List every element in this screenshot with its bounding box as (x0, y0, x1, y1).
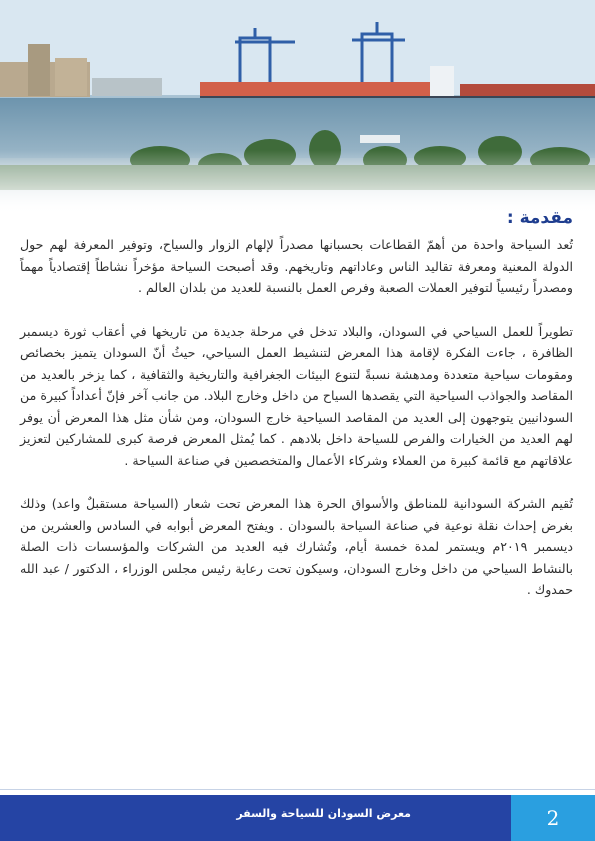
footer-title: معرض السودان للسياحة والسفر (236, 807, 411, 820)
hero-port-photo (0, 0, 595, 215)
paragraph-tourism-importance: تُعد السياحة واحدة من أهمّ القطاعات بحسبانها مصدراً لإلهام الزوار والسياح، وتوفير المعرفة لهم حول الدولة المعنية ومعرفة تقاليد الناس وعاداتهم وتاريخهم. وقد أصبحت السياحة مؤخراً نشاطاً إقتصادياً مهماً ومصدراً رئيسياً لتوفير العملات الصعبة وفرص العمل بالنسبة للعديد من بلدان العالم . (20, 237, 573, 295)
footer-band (0, 795, 511, 841)
section-heading: مقدمة : (506, 208, 573, 228)
paragraph-exhibition-details: تُقيم الشركة السودانية للمناطق والأسواق الحرة هذا المعرض تحت شعار (السياحة مستقبلٌ واعد) وذلك بغرض إحداث نقلة نوعية في صناعة السياحة بالسودان . ويفتح المعرض أبوابه في السادس والعشرين من ديسمبر ٢٠١٩م ويستمر لمدة خمسة أيام، وتُشارك فيه العديد من الشركات والمؤسسات ذات الصلة بالنشاط السياحي من داخل وخارج السودان، وسيكون تحت رعاية رئيس مجلس الوزراء ، الدكتور / عبد الله حمدوك . (20, 496, 573, 597)
page-footer (0, 795, 595, 841)
footer-divider (0, 789, 595, 790)
port-illustration (0, 0, 595, 215)
introduction-section (20, 206, 573, 623)
small-boat (360, 135, 400, 143)
page-number: 2 (511, 795, 595, 841)
paragraph-exhibition-idea: تطويراً للعمل السياحي في السودان، والبلاد تدخل في مرحلة جديدة من تاريخها في أعقاب ثورة ديسمبر الظافرة ، جاءت الفكرة لإقامة هذا المعرض لتنشيط العمل السياحي، حيثُ أنّ السودان يتميز بخصائص ومقومات سياحية متعددة ومدهشة نسبةً لتنوع البيئات الجغرافية والتاريخية والثقافية ، كما يزخر بالعديد من المقاصد والجواذب السياحية التي يقصدها السياح من داخل وخارج البلاد. من جانب آخر فإنّ أعداداً كبيرة من السودانيين يتوجهون إلى العديد من المقاصد السياحية خارج السودان، ومن شأن مثل هذا المعرض أن يوفر لهم العديد من الخيارات والفرص للسياحة داخل بلادهم . كما يُمثل المعرض فرصة كبرى للمشاركين لتعزيز علاقاتهم مع قائمة كبيرة من العملاء وشركاء الأعمال والمتخصصين في صناعة السياحة . (20, 323, 573, 468)
